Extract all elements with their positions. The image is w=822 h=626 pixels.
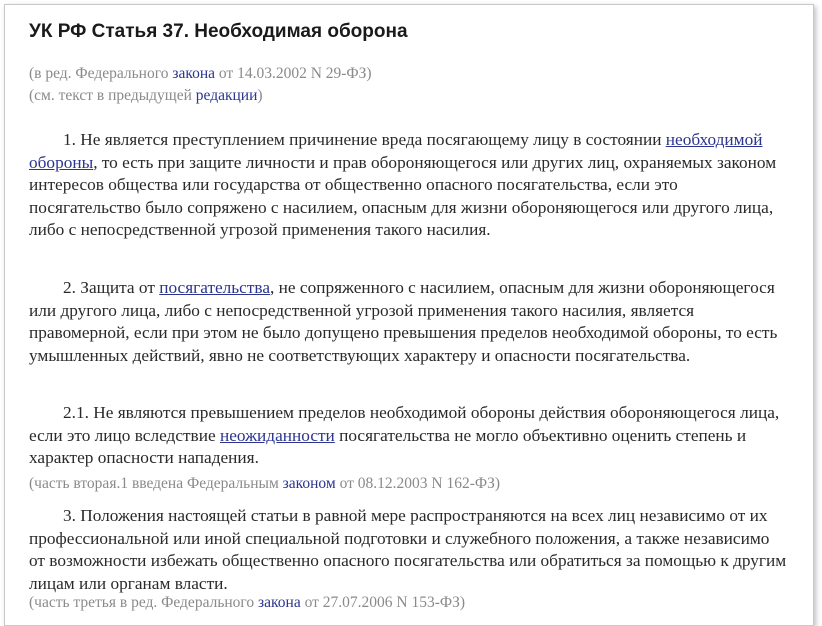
encroachment-link[interactable]: посягательства [159,278,271,297]
part-2-1-note-prefix: (часть вторая.1 введена Федеральным [29,475,283,492]
part-3-note-suffix: от 27.07.2006 N 153-ФЗ) [300,594,466,611]
paragraph-part-2 [29,277,789,367]
law-link[interactable]: закона [258,594,301,611]
law-link[interactable]: закона [172,65,215,82]
paragraph-part-2-1 [29,402,789,470]
document-frame [4,4,814,626]
law-link[interactable]: законом [282,475,336,492]
part-3-note-prefix: (часть третья в ред. Федерального [29,594,259,611]
previous-text-note-suffix: ) [257,87,263,104]
paragraph-text: 1. Не является преступлением причинение вреда посягающему лицу в состоянии [63,130,666,149]
part-3-note [29,592,465,614]
previous-text-note [29,85,372,107]
edition-note-suffix: от 14.03.2002 N 29-ФЗ) [215,65,372,82]
part-2-1-note [29,473,500,495]
edition-note-prefix: (в ред. Федерального [29,65,173,82]
paragraph-text: 2. Защита от [63,278,160,297]
paragraph-part-3: 3. Положения настоящей статьи в равной мере распространяются на всех лиц независимо от их профессиональной или иной специальной подготовки и служебного положения, а также независимо от возможности избежать общественно опасного посягательства или обратиться за помощью к другим лицам или органам власти. [29,506,787,593]
paragraph-text: 2.1. Не являются превышением пределов необходимой обороны действия обороняющегося лица, если это лицо вследствие [29,403,780,445]
necessary-defense-link[interactable]: необходимой обороны [29,130,763,172]
paragraph-text: посягательства не могло объективно оценить степень и характер опасности нападения. [29,425,747,468]
paragraph-text: , то есть при защите личности и прав обороняющегося или других лиц, охраняемых законом интересов общества или государства от общественно опасного посягательства, если это посягательство было сопряжено с насилием, опасным для жизни обороняющегося или другого лица, либо с непосредственной угрозой применения такого насилия. [29,152,777,240]
article-title: УК РФ Статья 37. Необходимая оборона [29,21,408,42]
part-2-1-note-suffix: от 08.12.2003 N 162-ФЗ) [335,475,501,492]
previous-edition-link[interactable]: редакции [195,87,258,104]
suddenness-link[interactable]: неожиданности [219,425,335,445]
edition-notes [29,63,372,107]
paragraph-part-1 [29,129,789,242]
edition-note [29,63,372,85]
previous-text-note-prefix: (см. текст в предыдущей [29,87,196,104]
paragraph-text: , не сопряженного с насилием, опасным для жизни обороняющегося или другого лица, либо с непосредственной угрозой применения такого насилия, является правомерной, если при этом не было допущено превышения пределов необходимой обороны, то есть умышленных действий, явно не соответствующих характеру и опасности посягательства. [29,278,778,365]
